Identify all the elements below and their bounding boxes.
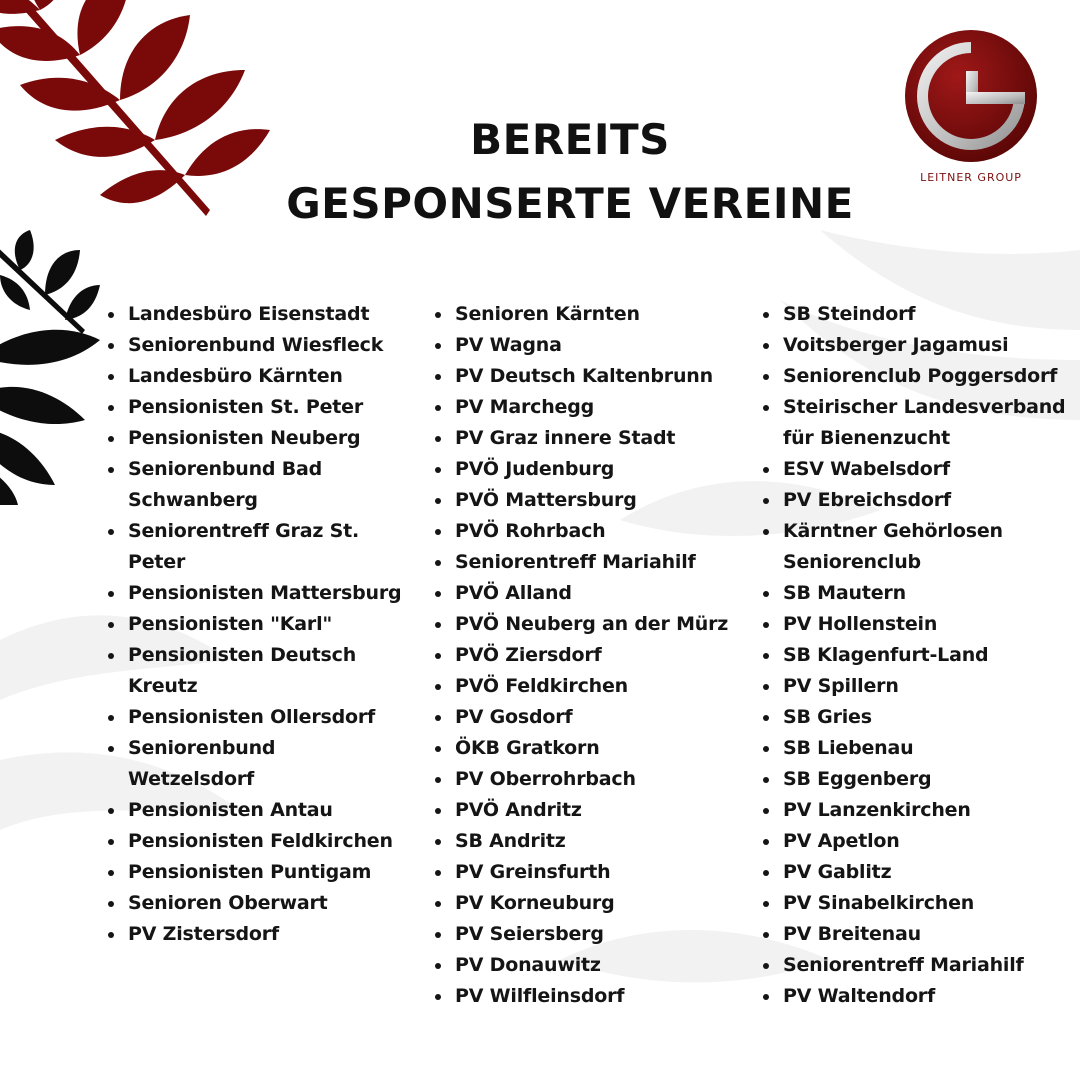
list-item: PV Korneuburg — [433, 888, 753, 919]
sponsored-clubs-column-3 — [761, 299, 1080, 1012]
list-item: PV Ebreichsdorf — [761, 485, 1080, 516]
list-item: PV Seiersberg — [433, 919, 753, 950]
list-item: PV Spillern — [761, 671, 1080, 702]
sponsored-clubs-column-2 — [433, 299, 753, 1012]
title-line-1: BEREITS — [470, 115, 670, 164]
list-item: PVÖ Mattersburg — [433, 485, 753, 516]
list-item: ÖKB Gratkorn — [433, 733, 753, 764]
list-item: ESV Wabelsdorf — [761, 454, 1080, 485]
list-item: SB Gries — [761, 702, 1080, 733]
list-item: Seniorentreff Mariahilf — [433, 547, 753, 578]
list-item: Pensionisten Mattersburg — [106, 578, 406, 609]
logo-wordmark: LEITNER GROUP — [920, 171, 1022, 184]
page-title — [200, 108, 940, 236]
list-item: Pensionisten Deutsch Kreutz — [106, 640, 406, 702]
list-item: Landesbüro Eisenstadt — [106, 299, 406, 330]
list-item: SB Liebenau — [761, 733, 1080, 764]
list-item: Pensionisten Ollersdorf — [106, 702, 406, 733]
list-item: PV Breitenau — [761, 919, 1080, 950]
list-item: PV Marchegg — [433, 392, 753, 423]
list-item: PV Wagna — [433, 330, 753, 361]
list-item: PVÖ Neuberg an der Mürz — [433, 609, 753, 640]
list-item: SB Eggenberg — [761, 764, 1080, 795]
list-item: SB Klagenfurt-Land — [761, 640, 1080, 671]
list-item: PV Apetlon — [761, 826, 1080, 857]
list-item: Landesbüro Kärnten — [106, 361, 406, 392]
list-item: Voitsberger Jagamusi — [761, 330, 1080, 361]
list-item: PVÖ Andritz — [433, 795, 753, 826]
list-item: SB Mautern — [761, 578, 1080, 609]
list-item: Seniorenbund Bad Schwanberg — [106, 454, 406, 516]
black-palm-leaf-decoration — [0, 230, 100, 505]
list-item: PV Graz innere Stadt — [433, 423, 753, 454]
list-item: Pensionisten Neuberg — [106, 423, 406, 454]
list-item: Kärntner Gehörlosen Seniorenclub — [761, 516, 1080, 578]
list-item: Pensionisten St. Peter — [106, 392, 406, 423]
title-line-2: GESPONSERTE VEREINE — [286, 179, 854, 228]
sponsored-clubs-column-1 — [106, 299, 406, 950]
list-item: PV Wilfleinsdorf — [433, 981, 753, 1012]
list-item: Senioren Kärnten — [433, 299, 753, 330]
list-item: Seniorenbund Wiesfleck — [106, 330, 406, 361]
list-item: PV Hollenstein — [761, 609, 1080, 640]
list-item: PV Sinabelkirchen — [761, 888, 1080, 919]
list-item: PVÖ Alland — [433, 578, 753, 609]
list-item: PV Lanzenkirchen — [761, 795, 1080, 826]
list-item: Pensionisten Feldkirchen — [106, 826, 406, 857]
list-item: PVÖ Ziersdorf — [433, 640, 753, 671]
list-item: PV Zistersdorf — [106, 919, 406, 950]
list-item: SB Steindorf — [761, 299, 1080, 330]
list-item: Pensionisten Antau — [106, 795, 406, 826]
list-item: Seniorentreff Mariahilf — [761, 950, 1080, 981]
list-item: Senioren Oberwart — [106, 888, 406, 919]
list-item: PV Greinsfurth — [433, 857, 753, 888]
list-item: PV Oberrohrbach — [433, 764, 753, 795]
list-item: PV Donauwitz — [433, 950, 753, 981]
list-item: PVÖ Judenburg — [433, 454, 753, 485]
list-item: PV Gosdorf — [433, 702, 753, 733]
list-item: PV Waltendorf — [761, 981, 1080, 1012]
list-item: Pensionisten Puntigam — [106, 857, 406, 888]
list-item: PV Gablitz — [761, 857, 1080, 888]
list-item: Seniorenbund Wetzelsdorf — [106, 733, 406, 795]
list-item: Pensionisten "Karl" — [106, 609, 406, 640]
list-item: PVÖ Feldkirchen — [433, 671, 753, 702]
list-item: Steirischer Landesverband für Bienenzucht — [761, 392, 1080, 454]
list-item: PVÖ Rohrbach — [433, 516, 753, 547]
list-item: PV Deutsch Kaltenbrunn — [433, 361, 753, 392]
list-item: Seniorenclub Poggersdorf — [761, 361, 1080, 392]
list-item: Seniorentreff Graz St. Peter — [106, 516, 406, 578]
list-item: SB Andritz — [433, 826, 753, 857]
